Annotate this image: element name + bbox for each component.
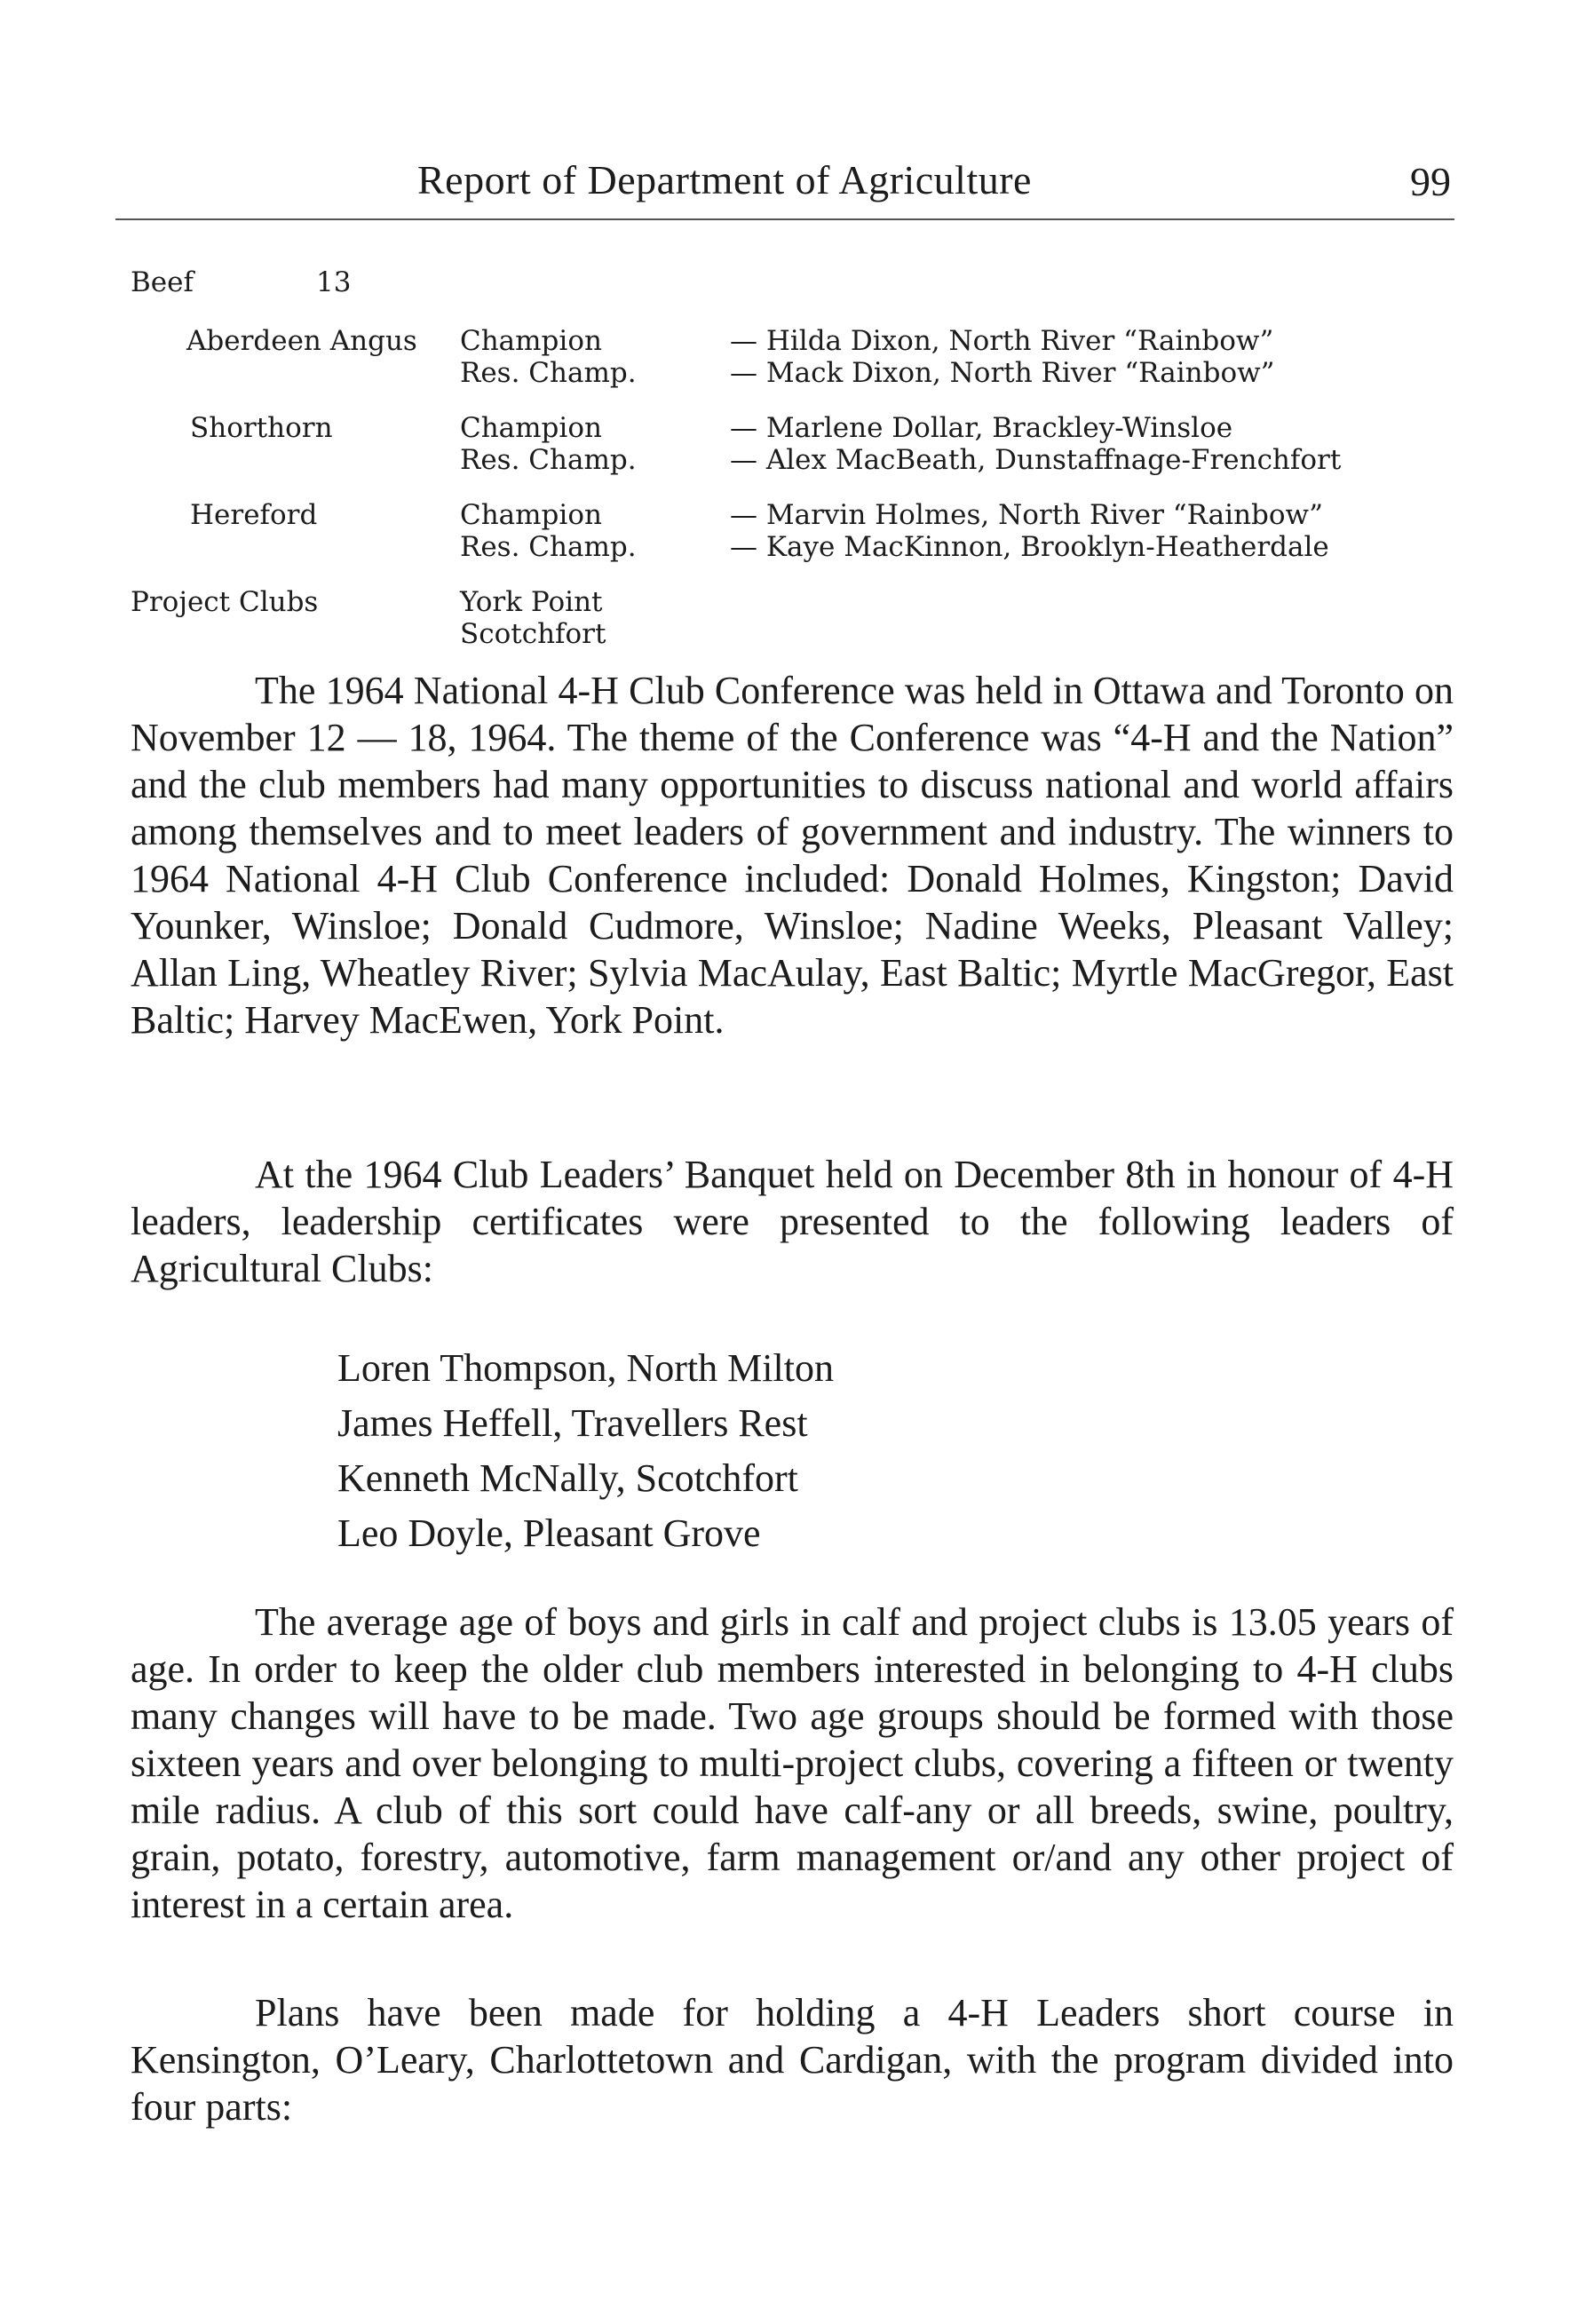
winner-champion: — Marvin Holmes, North River “Rainbow” (730, 499, 1323, 531)
list-item: James Heffell, Travellers Rest (337, 1401, 808, 1445)
award-champion: Champion (460, 412, 602, 444)
winner-reserve-champion: — Alex MacBeath, Dunstaffnage-Frenchfort (730, 444, 1342, 476)
header-rule (115, 218, 1454, 220)
paragraph-conference: The 1964 National 4-H Club Conference was held in Ottawa and Toronto on November 12 — 18, 1964. The theme of the Conference was “4-H and the Nation” and the club members had many opportunities to discuss national and world affairs among themselves and to meet leaders of government and industry. The winners to 1964 National 4-H Club Conference included: Donald Holmes, Kingston; David Younker, Winsloe; Donald Cudmore, Winsloe; Nadine Weeks, Pleasant Valley; Allan Ling, Wheatley River; Sylvia MacAulay, East Baltic; Myrtle MacGregor, East Baltic; Harvey MacEwen, York Point. (131, 669, 1454, 1042)
beef-count: 13 (316, 266, 352, 298)
running-head: Report of Department of Agriculture (417, 157, 1032, 202)
winner-reserve-champion: — Mack Dixon, North River “Rainbow” (730, 357, 1275, 389)
beef-label: Beef (131, 266, 194, 298)
award-reserve-champion: Res. Champ. (460, 444, 637, 476)
breed-aberdeen-angus: Aberdeen Angus (186, 325, 417, 357)
list-item: Kenneth McNally, Scotchfort (337, 1456, 798, 1500)
paragraph-average-age: The average age of boys and girls in calf and project clubs is 13.05 years of age. In order to keep the older club members interested in belonging to 4-H clubs many changes will have to be made. Two age groups should be formed with those sixteen years and over belonging to multi-project clubs, covering a fifteen or twenty mile radius. A club of this sort could have calf-any or all breeds, swine, poultry, grain, potato, forestry, automotive, farm management or/and any other project of interest in a certain area. (131, 1600, 1454, 1926)
winner-champion: — Marlene Dollar, Brackley-Winsloe (730, 412, 1233, 444)
page-number: 99 (1410, 159, 1451, 204)
list-item: Loren Thompson, North Milton (337, 1346, 834, 1390)
project-club-york-point: York Point (460, 586, 603, 618)
paragraph-short-course: Plans have been made for holding a 4-H Leaders short course in Kensington, O’Leary, Charlottetown and Cardigan, with the program divided into four parts: (131, 1991, 1454, 2129)
award-reserve-champion: Res. Champ. (460, 531, 637, 563)
breed-shorthorn: Shorthorn (190, 412, 333, 444)
paragraph-banquet: At the 1964 Club Leaders’ Banquet held on December 8th in honour of 4-H leaders, leadership certificates were presented to the following leaders of Agricultural Clubs: (131, 1153, 1454, 1290)
leaders-list (337, 1341, 834, 1561)
project-clubs-label: Project Clubs (131, 586, 319, 618)
award-champion: Champion (460, 499, 602, 531)
award-champion: Champion (460, 325, 602, 357)
winner-champion: — Hilda Dixon, North River “Rainbow” (730, 325, 1274, 357)
breed-hereford: Hereford (190, 499, 318, 531)
winner-reserve-champion: — Kaye MacKinnon, Brooklyn-Heatherdale (730, 531, 1329, 563)
award-reserve-champion: Res. Champ. (460, 357, 637, 389)
list-item: Leo Doyle, Pleasant Grove (337, 1511, 761, 1555)
project-club-scotchfort: Scotchfort (460, 618, 606, 650)
